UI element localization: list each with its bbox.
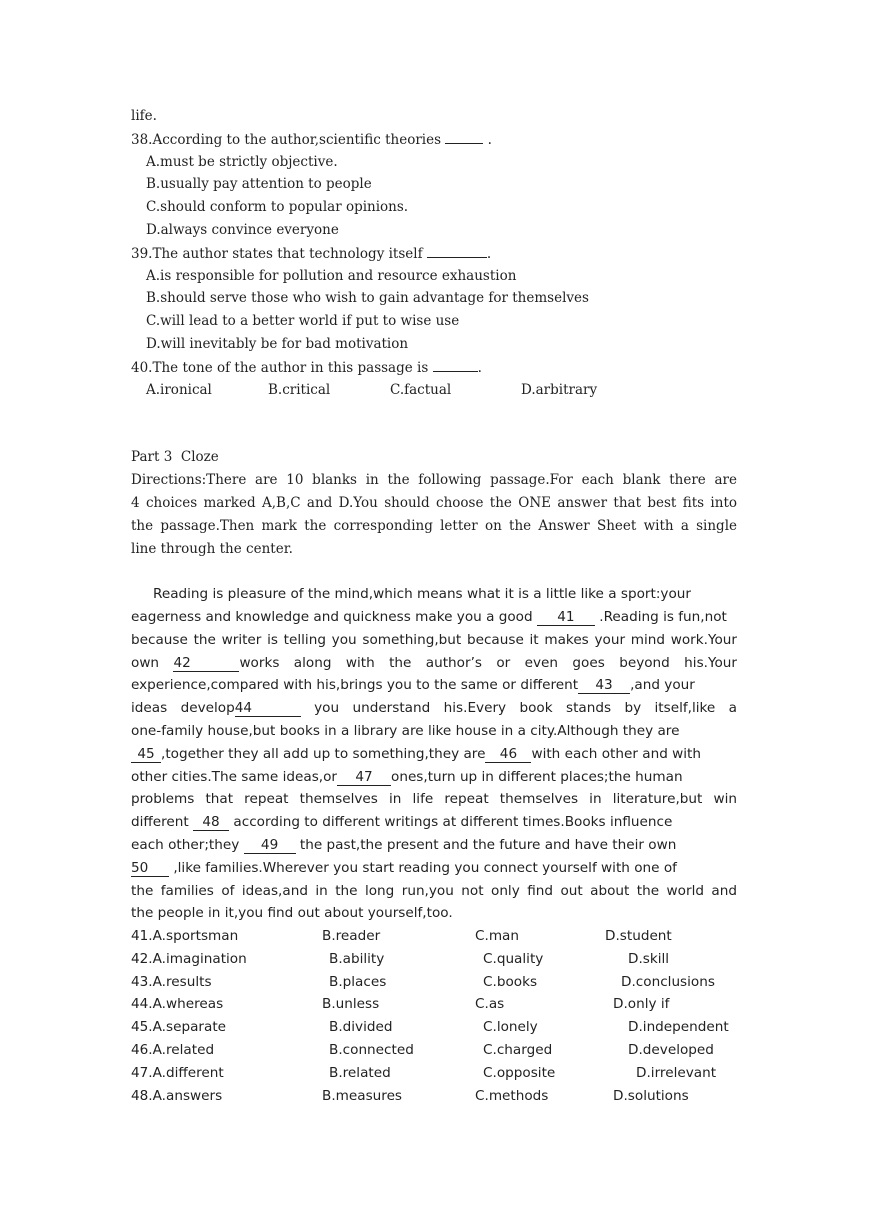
option-c: C.man — [475, 928, 520, 945]
passage-text: eagerness and knowledge and quickness make you a good — [131, 608, 537, 625]
passage-text: ,and your — [630, 677, 695, 694]
question-number: 38. — [131, 131, 153, 148]
option-d: D.solutions — [613, 1087, 689, 1104]
blank-45: 45 — [131, 747, 161, 763]
blank-50: 50 — [131, 861, 169, 877]
option-38-d: D.always convince everyone — [146, 221, 339, 238]
option-d: D.student — [605, 928, 672, 945]
passage-text: different — [131, 814, 194, 831]
passage-line — [131, 652, 737, 675]
option-d: D.independent — [628, 1019, 729, 1036]
option-d: D.irrelevant — [636, 1064, 717, 1081]
option-40-b: B.critical — [268, 381, 331, 398]
option-b: B.divided — [329, 1019, 393, 1036]
passage-text: according to different writings at different times.Books influence — [229, 814, 673, 831]
document-page — [131, 105, 737, 1107]
options-41 — [131, 925, 737, 948]
passage-text: the past,the present and the future and have their own — [295, 836, 677, 853]
passage-line: problems that repeat themselves in life repeat themselves in literature,but win — [131, 791, 737, 808]
option-a: 44.A.whereas — [131, 996, 224, 1013]
option-b: B.connected — [329, 1042, 414, 1059]
option-a: 41.A.sportsman — [131, 928, 239, 945]
passage-line: Reading is pleasure of the mind,which means what it is a little like a sport:your — [153, 586, 691, 603]
option-40-c: C.factual — [390, 381, 452, 398]
options-46 — [131, 1039, 737, 1062]
option-b: B.measures — [322, 1087, 403, 1104]
spacer — [131, 560, 737, 583]
passage-line — [131, 834, 737, 857]
directions-line: the passage.Then mark the corresponding letter on the Answer Sheet with a single — [131, 517, 737, 534]
option-b: B.ability — [329, 950, 385, 967]
question-text: The tone of the author in this passage is — [152, 359, 429, 376]
options-43 — [131, 971, 737, 994]
question-40-stem — [131, 356, 737, 379]
passage-line — [131, 606, 737, 629]
option-c: C.charged — [483, 1042, 553, 1059]
option-a: 47.A.different — [131, 1064, 224, 1081]
blank-47: 47 — [337, 770, 391, 786]
passage-line — [131, 674, 737, 697]
option-39-b: B.should serve those who wish to gain advantage for themselves — [146, 290, 589, 307]
passage-text: ones,turn up in different places;the human — [391, 768, 683, 785]
blank-42: 42 — [173, 656, 239, 672]
option-a: 43.A.results — [131, 973, 212, 990]
passage-line: the families of ideas,and in the long run,you not only find out about the world and — [131, 882, 737, 899]
directions-line: 4 choices marked A,B,C and D.You should choose the ONE answer that best fits into — [131, 494, 737, 511]
option-38-a: A.must be strictly objective. — [146, 153, 338, 170]
option-c: C.books — [483, 973, 538, 990]
cloze-passage — [131, 583, 737, 925]
options-47 — [131, 1062, 737, 1085]
option-c: C.lonely — [483, 1019, 538, 1036]
continued-line: life. — [131, 108, 157, 124]
options-44 — [131, 993, 737, 1016]
passage-text: own — [131, 654, 174, 671]
option-38-c: C.should conform to popular opinions. — [146, 199, 409, 216]
passage-text: .Reading is fun,not — [594, 608, 727, 625]
passage-line — [131, 811, 737, 834]
passage-text: other cities.The same ideas,or — [131, 768, 338, 785]
passage-text: works along with the author’s or even goes beyond his.Your — [239, 654, 737, 671]
passage-line — [131, 743, 737, 766]
options-42 — [131, 948, 737, 971]
option-d: D.developed — [628, 1042, 714, 1059]
question-number: 40. — [131, 359, 153, 376]
option-39-c: C.will lead to a better world if put to wise use — [146, 313, 460, 330]
option-d: D.conclusions — [621, 973, 715, 990]
blank-41: 41 — [537, 610, 595, 626]
passage-text: each other;they — [131, 836, 244, 853]
passage-line — [131, 697, 737, 720]
directions-line: Directions:There are 10 blanks in the following passage.For each blank there are — [131, 472, 737, 489]
blank-48: 48 — [193, 815, 229, 831]
option-a: 46.A.related — [131, 1042, 215, 1059]
passage-line — [131, 766, 737, 789]
answer-blank — [445, 128, 483, 144]
option-c: C.as — [475, 996, 505, 1013]
option-40-d: D.arbitrary — [521, 381, 598, 398]
question-text-end: . — [477, 359, 482, 376]
question-39-stem — [131, 242, 737, 265]
passage-line: because the writer is telling you something,but because it makes your mind work.Your — [131, 631, 737, 648]
passage-text: ,like families.Wherever you start reading you connect yourself with one of — [169, 859, 677, 876]
option-b: B.unless — [322, 996, 380, 1013]
options-40 — [131, 379, 737, 402]
option-b: B.related — [329, 1064, 391, 1081]
option-39-d: D.will inevitably be for bad motivation — [146, 335, 409, 352]
question-text: The author states that technology itself — [152, 245, 423, 262]
question-text-end: . — [486, 245, 492, 262]
option-a: 48.A.answers — [131, 1087, 223, 1104]
passage-text: with each other and with — [531, 745, 701, 762]
option-39-a: A.is responsible for pollution and resource exhaustion — [146, 267, 517, 284]
option-38-b: B.usually pay attention to people — [146, 176, 372, 193]
cloze-options — [131, 925, 737, 1107]
blank-46: 46 — [485, 747, 531, 763]
option-c: C.quality — [483, 950, 544, 967]
passage-line — [131, 857, 737, 880]
option-c: C.methods — [475, 1087, 549, 1104]
question-number: 39. — [131, 245, 153, 262]
section-title: Part 3 Cloze — [131, 449, 219, 466]
blank-44: 44 — [235, 701, 301, 717]
option-b: B.reader — [322, 928, 381, 945]
passage-text: ideas develop — [131, 700, 235, 717]
passage-text: experience,compared with his,brings you to the same or different — [131, 677, 579, 694]
blank-49: 49 — [244, 838, 296, 854]
passage-line: one-family house,but books in a library are like house in a city.Although they are — [131, 722, 680, 739]
blank-43: 43 — [578, 678, 630, 694]
options-48 — [131, 1085, 737, 1108]
option-40-a: A.ironical — [146, 381, 212, 398]
option-c: C.opposite — [483, 1064, 556, 1081]
option-a: 45.A.separate — [131, 1019, 227, 1036]
answer-blank — [427, 242, 487, 258]
option-a: 42.A.imagination — [131, 950, 247, 967]
passage-text: ,together they all add up to something,they are — [161, 745, 486, 762]
question-text: According to the author,scientific theories — [152, 131, 442, 148]
option-d: D.skill — [628, 950, 670, 967]
passage-text: you understand his.Every book stands by itself,like a — [300, 700, 737, 717]
question-text-end: . — [483, 131, 492, 148]
passage-line: the people in it,you find out about yourself,too. — [131, 905, 453, 922]
question-38-stem — [131, 128, 737, 151]
directions-line: line through the center. — [131, 540, 293, 557]
option-b: B.places — [329, 973, 387, 990]
spacer — [131, 401, 737, 446]
answer-blank — [433, 356, 478, 372]
options-45 — [131, 1016, 737, 1039]
option-d: D.only if — [613, 996, 670, 1013]
